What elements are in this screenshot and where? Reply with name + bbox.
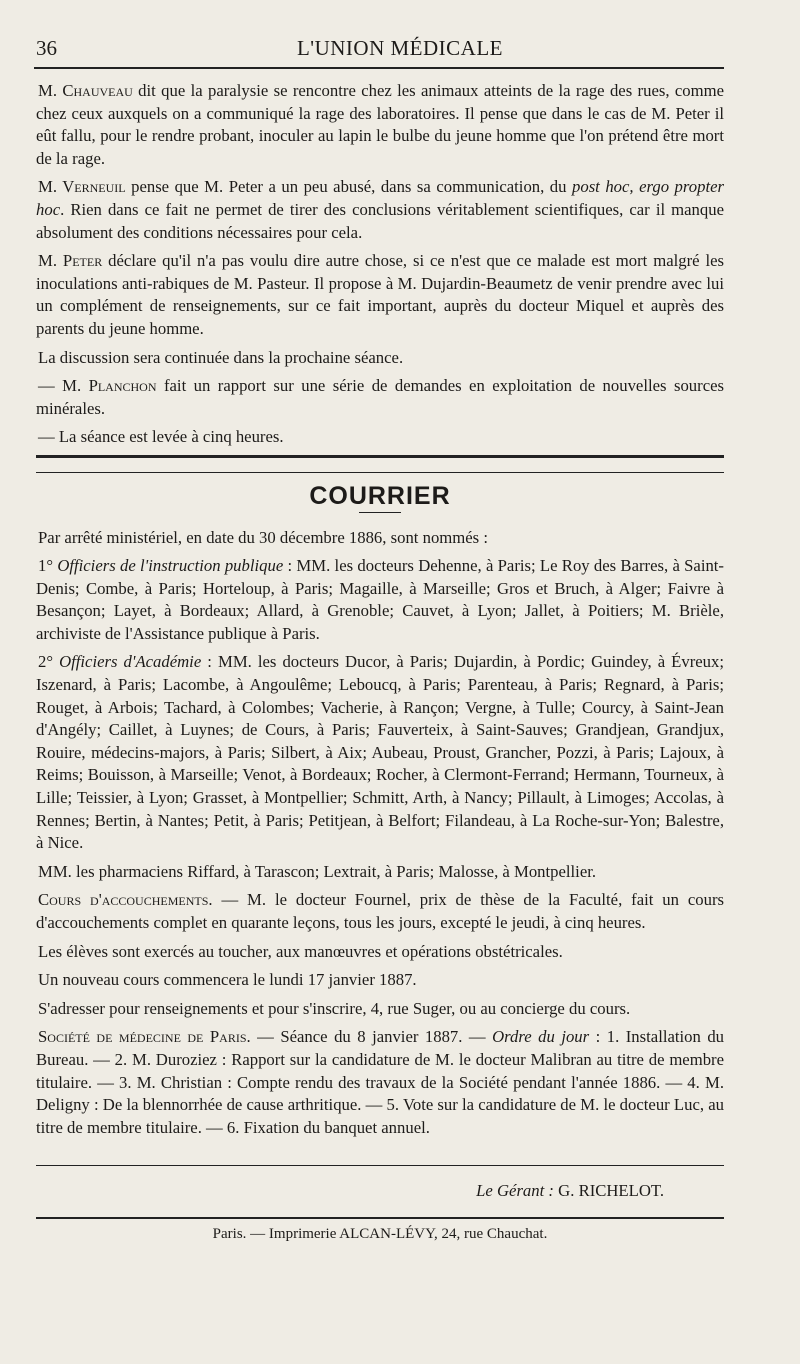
gerant-name: G. RICHELOT. xyxy=(554,1181,664,1201)
paragraph-officiers-academie xyxy=(36,651,724,854)
paragraph-verneuil xyxy=(36,176,724,244)
dash: — xyxy=(38,376,63,396)
paragraph-text: — M. le docteur Fournel, prix de thèse de la Faculté, fait un cours d'accouchements complet en quarante leçons, tous les jours, excepté le jeudi, à cinq heures. xyxy=(36,890,724,932)
paragraph-text: déclare qu'il n'a pas voulu dire autre chose, si ce n'est que ce malade est mort malgré les inoculations anti-rabiques de M. Pasteur. Il propose à M. Dujardin-Beaumetz de venir prendre avec lui un complément de renseignements, sur ce fait important, auprès du docteur Miquel et auprès des parents du jeune homme. xyxy=(36,251,724,338)
paragraph-discussion: La discussion sera continuée dans la prochaine séance. xyxy=(38,347,404,367)
paragraph-eleves: Les élèves sont exercés au toucher, aux manœuvres et opérations obstétricales. xyxy=(38,941,563,961)
category-title: Officiers d'Académie xyxy=(59,652,202,672)
title-underline xyxy=(359,512,401,513)
page-number: 36 xyxy=(36,36,57,60)
paragraph-peter xyxy=(36,250,724,340)
paragraph-text: . Rien dans ce fait ne permet de tirer des conclusions véritablement scientifiques, car il manque absolument des conditions nécessaires pour cela. xyxy=(36,199,724,242)
paragraph-pharmaciens: MM. les pharmaciens Riffard, à Tarascon; Lextrait, à Paris; Malosse, à Montpellier. xyxy=(38,861,597,881)
paragraph-officiers-instruction xyxy=(36,555,724,645)
paragraph-text: : 1. Installation du Bureau. — 2. M. Duroziez : Rapport sur la candidature de M. le docteur Malibran au titre de membre titulaire. — 3. M. Christian : Compte rendu des travaux de la Société pendant l'année 1886. — 4. M. Deligny : De la blennorrhée de cause arthritique. — 5. Vote sur la candidature de M. le docteur Luc, au titre de membre titulaire. — 6. Fixation du banquet annuel. xyxy=(36,1027,725,1137)
section-label: Cours d'accouchements. xyxy=(38,890,213,910)
paragraph-societe xyxy=(36,1026,724,1139)
paragraph-text: : MM. les docteurs Dehenne, à Paris; Le Roy des Barres, à Saint-Denis; Combe, à Paris; Horteloup, à Paris; Magaille, à Marseille; Gros et Bruch, à Alger; Faivre à Besançon; Layet, à Bordeaux; Allard, à Grenoble; Cauvet, à Lyon; Jallet, à Poitiers; M. Brièle, archiviste de l'Assistance publique à Paris. xyxy=(36,556,724,643)
speaker-name: M. Chauveau xyxy=(38,81,133,100)
page-header xyxy=(0,34,800,64)
list-number: 2° xyxy=(38,652,60,672)
paragraph-chauveau xyxy=(36,80,724,170)
journal-title: L'UNION MÉDICALE xyxy=(296,36,503,60)
latin-phrase: post hoc, ergo propter hoc xyxy=(36,177,724,219)
printer-imprint: Paris. — Imprimerie ALCAN-LÉVY, 24, rue Chauchat. xyxy=(212,1225,548,1242)
speaker-name: M. Verneuil xyxy=(38,177,126,197)
paragraph-text: dit que la paralysie se rencontre chez les animaux atteints de la rage des rues, comme chez ceux auxquels on a communiqué la rage des laboratoires. Il pense que dans le cas de M. Peter il eût fallu, pour le rendre probant, inoculer au lapin le bulbe du jeune homme que l'on prétend être mort de la rage. xyxy=(36,81,724,168)
section-label: Société de médecine de Paris. xyxy=(38,1027,251,1047)
section-divider xyxy=(36,455,724,473)
article-body xyxy=(36,80,724,1246)
paragraph-cours xyxy=(36,889,724,934)
paragraph-adresse: S'adresser pour renseignements et pour s'inscrire, 4, rue Suger, ou au concierge du cours. xyxy=(38,998,631,1018)
paragraph-arrete: Par arrêté ministériel, en date du 30 décembre 1886, sont nommés : xyxy=(38,527,488,547)
section-title-courrier: COURRIER xyxy=(309,481,451,510)
category-title: Officiers de l'instruction publique xyxy=(57,556,284,576)
paragraph-text: — Séance du 8 janvier 1887. — xyxy=(250,1027,493,1047)
paragraph-planchon xyxy=(36,375,724,420)
paragraph-text: fait un rapport sur une série de demandes en exploitation de nouvelles sources minérales. xyxy=(36,376,724,418)
list-number: 1° xyxy=(38,556,58,576)
header-rule xyxy=(34,67,724,69)
paragraph-text: : MM. les docteurs Ducor, à Paris; Dujardin, à Pordic; Guindey, à Évreux; Iszenard, à Paris; Lacombe, à Angoulême; Leboucq, à Paris; Parenteau, à Paris; Regnard, à Paris; Rouget, à Arbois; Tachard, à Colombes; Vacherie, à Rançon; Vergne, à Tulle; Courcy, à Saint-Jean d'Angély; Caillet, à Luynes; de Cours, à Paris; Fauverteix, à Saint-Sauves; Grandjean, Grandjux, Rouire, médecins-majors, à Paris; Silbert, à Aix; Aubeau, Proust, Grancher, Pozzi, à Paris; Lajoux, à Reims; Bouisson, à Marseille; Venot, à Bordeaux; Rocher, à Clermont-Ferrand; Hermann, Tourneux, à Lille; Teissier, à Lyon; Grasset, à Montpellier; Schmitt, Arth, à Nancy; Pillault, à Limoges; Accolas, à Rennes; Bertin, à Nantes; Petit, à Paris; Petitjean, à Belfort; Filandeau, à La Roche-sur-Yon; Balestre, à Nice. xyxy=(36,652,724,853)
gerant-label: Le Gérant : xyxy=(476,1181,554,1201)
bottom-rule xyxy=(36,1217,724,1219)
speaker-name: M. Peter xyxy=(38,251,103,271)
footer-rule xyxy=(36,1165,724,1166)
speaker-name: M. Planchon xyxy=(62,376,157,396)
paragraph-text: pense que M. Peter a un peu abusé, dans sa communication, du xyxy=(125,177,572,197)
paragraph-closing: — La séance est levée à cinq heures. xyxy=(38,427,284,447)
agenda-label: Ordre du jour xyxy=(492,1027,590,1047)
paragraph-nouveau-cours: Un nouveau cours commencera le lundi 17 janvier 1887. xyxy=(38,970,417,990)
gerant-signature xyxy=(36,1180,724,1203)
